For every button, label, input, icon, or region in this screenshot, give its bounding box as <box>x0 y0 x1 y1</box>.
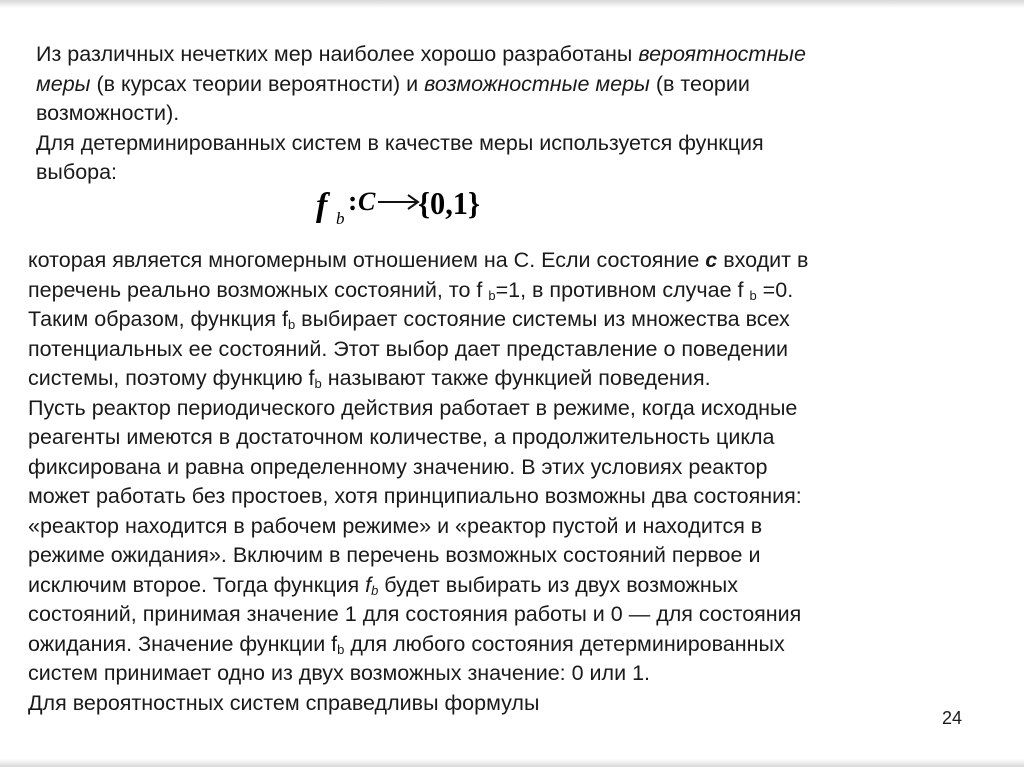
main-line-15: систем принимает одно из двух возможных значение: 0 или 1. <box>28 661 651 685</box>
main-line-3: Таким образом, функция $f_b$ выбирает состояние системы из множества всех <box>28 307 790 332</box>
main-paragraph <box>28 246 808 718</box>
emphasis-possibility-measures: возможностные меры <box>424 71 650 96</box>
emphasis-probabilistic: вероятностные <box>638 42 806 66</box>
intro-line-2: меры (в курсах теории вероятности) и возможностные меры (в теории <box>36 71 750 96</box>
main-line-10: «реактор находится в рабочем режиме» и «реактор пустой и находится в <box>28 513 763 538</box>
formula-codomain: {0,1} <box>418 185 480 221</box>
main-line-2: перечень реально возможных состояний, то f $_b$=1, в противном случае f $_b$ =0. <box>28 277 794 303</box>
page-number: 24 <box>942 708 963 728</box>
slide-bottom-border <box>0 759 1024 767</box>
main-line-4: потенциальных ее состояний. Этот выбор дает представление о поведении <box>28 336 789 361</box>
main-line-12: исключим второе. Тогда функция $f_b$ будет выбирать из двух возможных <box>28 572 738 598</box>
main-line-14: ожидания. Значение функции $f_b$ для любого состояния детерминированных <box>28 631 785 657</box>
intro-paragraph <box>36 40 806 188</box>
main-line-5: системы, поэтому функцию $f_b$ называют также функцией поведения. <box>28 366 711 391</box>
italic-f: f <box>365 572 372 597</box>
emphasis-measures: меры <box>36 71 91 96</box>
main-line-6: Пусть реактор периодического действия работает в режиме, когда исходные <box>28 395 798 420</box>
slide-top-border <box>0 0 1024 8</box>
intro-line-3: возможности). <box>36 101 180 125</box>
formula-subscript-b: b <box>336 209 345 228</box>
main-line-8: фиксирована и равна определенному значению. В этих условиях реактор <box>28 454 768 479</box>
state-variable-c: c <box>705 248 718 272</box>
main-line-9: может работать без простоев, хотя принципиально возможны два состояния: <box>28 484 802 508</box>
main-line-11: режиме ожидания». Включим в перечень возможных состояний первое и <box>28 543 761 567</box>
main-line-7: реагенты имеются в достаточном количестве, а продолжительность цикла <box>28 425 775 449</box>
formula-domain-c: C <box>358 187 376 216</box>
choice-function-formula <box>312 182 542 230</box>
intro-line-1: Из различных нечетких мер наиболее хорошо разработаны вероятностные <box>36 42 806 66</box>
intro-line-5: выбора: <box>36 160 118 184</box>
main-line-1: которая является многомерным отношением на C. Если состояние c входит в <box>28 248 809 272</box>
main-line-16: Для вероятностных систем справедливы формулы <box>28 690 540 715</box>
formula-colon: : <box>348 186 358 217</box>
intro-line-4: Для детерминированных систем в качестве меры используется функция <box>36 130 764 155</box>
main-line-13: состояний, принимая значение 1 для состояния работы и 0 — для состояния <box>28 602 802 626</box>
formula-f: f <box>316 187 328 224</box>
